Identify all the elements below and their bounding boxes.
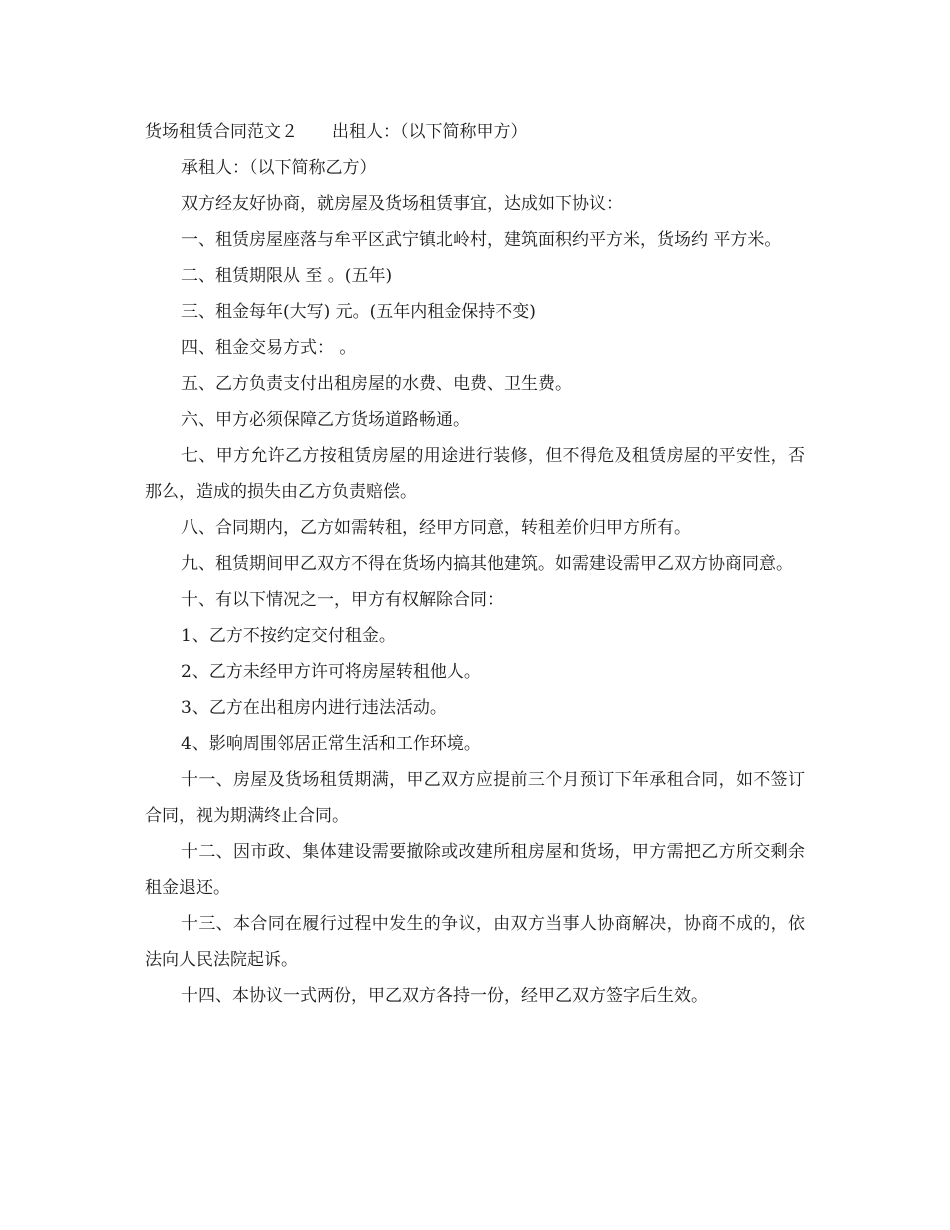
- clause-5: 五、乙方负责支付出租房屋的水费、电费、卫生费。: [181, 374, 572, 394]
- document-title: 货场租赁合同范文２: [145, 122, 298, 142]
- contract-body: [145, 114, 805, 1014]
- clause-10-item-3: 3、乙方在出租房内进行违法活动。: [181, 698, 447, 718]
- clause-10-item-2: 2、乙方未经甲方许可将房屋转租他人。: [181, 662, 481, 682]
- title-line: [145, 114, 805, 150]
- clause-10-item-1: 1、乙方不按约定交付租金。: [181, 626, 396, 646]
- clause-9: 九、租赁期间甲乙双方不得在货场内搞其他建筑。如需建设需甲乙双方协商同意。: [181, 554, 793, 574]
- clause-14: 十四、本协议一式两份，甲乙双方各持一份，经甲乙双方签字后生效。: [181, 986, 708, 1006]
- clause-13: 十三、本合同在履行过程中发生的争议，由双方当事人协商解决，协商不成的，依法向人民法院起诉。: [145, 914, 805, 970]
- clause-8: 八、合同期内，乙方如需转租，经甲方同意，转租差价归甲方所有。: [181, 518, 691, 538]
- clause-10: 十、有以下情况之一，甲方有权解除合同：: [181, 590, 504, 610]
- intro-paragraph: 双方经友好协商，就房屋及货场租赁事宜，达成如下协议：: [181, 194, 623, 214]
- lessor-line: 出租人：（以下简称甲方）: [332, 122, 528, 142]
- clause-1: 一、租赁房屋座落与牟平区武宁镇北岭村，建筑面积约平方米，货场约 平方米。: [181, 230, 782, 250]
- clause-6: 六、甲方必须保障乙方货场道路畅通。: [181, 410, 470, 430]
- clause-11: 十一、房屋及货场租赁期满，甲乙双方应提前三个月预订下年承租合同，如不签订合同，视为期满终止合同。: [145, 770, 805, 826]
- clause-10-item-4: 4、影响周围邻居正常生活和工作环境。: [181, 734, 481, 754]
- clause-4: 四、租金交易方式： 。: [181, 338, 357, 358]
- clause-2: 二、租赁期限从 至 。(五年): [181, 266, 393, 286]
- clause-12: 十二、因市政、集体建设需要撤除或改建所租房屋和货场，甲方需把乙方所交剩余租金退还。: [145, 842, 805, 898]
- clause-3: 三、租金每年(大写) 元。(五年内租金保持不变): [181, 302, 536, 322]
- lessee-line: 承租人：（以下简称乙方）: [181, 158, 377, 178]
- clause-7: 七、甲方允许乙方按租赁房屋的用途进行装修，但不得危及租赁房屋的平安性，否那么，造成的损失由乙方负责赔偿。: [145, 446, 805, 502]
